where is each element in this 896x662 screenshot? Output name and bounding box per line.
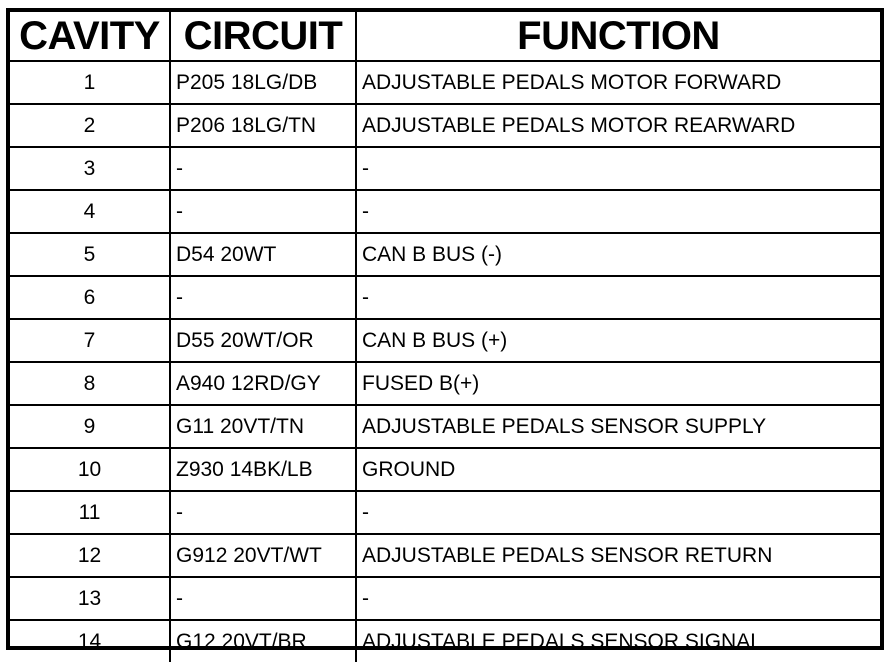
table-row bbox=[10, 319, 880, 362]
circuit-cell: G912 20VT/WT bbox=[170, 534, 356, 577]
cavity-cell: 4 bbox=[10, 190, 170, 233]
cavity-cell: 7 bbox=[10, 319, 170, 362]
circuit-cell: Z930 14BK/LB bbox=[170, 448, 356, 491]
function-cell: CAN B BUS (-) bbox=[356, 233, 880, 276]
circuit-cell: P205 18LG/DB bbox=[170, 61, 356, 104]
cavity-cell: 2 bbox=[10, 104, 170, 147]
table-row bbox=[10, 491, 880, 534]
circuit-cell: - bbox=[170, 491, 356, 534]
cavity-cell: 1 bbox=[10, 61, 170, 104]
cavity-cell: 6 bbox=[10, 276, 170, 319]
function-cell: - bbox=[356, 577, 880, 620]
circuit-cell: G11 20VT/TN bbox=[170, 405, 356, 448]
table-row bbox=[10, 104, 880, 147]
function-cell: ADJUSTABLE PEDALS SENSOR SUPPLY bbox=[356, 405, 880, 448]
table-row bbox=[10, 190, 880, 233]
circuit-cell: P206 18LG/TN bbox=[170, 104, 356, 147]
cavity-cell: 5 bbox=[10, 233, 170, 276]
function-cell: GROUND bbox=[356, 448, 880, 491]
circuit-cell: - bbox=[170, 147, 356, 190]
table-row bbox=[10, 61, 880, 104]
circuit-cell: - bbox=[170, 190, 356, 233]
cavity-cell: 12 bbox=[10, 534, 170, 577]
function-cell: ADJUSTABLE PEDALS MOTOR FORWARD bbox=[356, 61, 880, 104]
function-cell: - bbox=[356, 276, 880, 319]
function-cell: CAN B BUS (+) bbox=[356, 319, 880, 362]
table-row bbox=[10, 448, 880, 491]
function-cell: ADJUSTABLE PEDALS MOTOR REARWARD bbox=[356, 104, 880, 147]
table-row bbox=[10, 405, 880, 448]
table-row bbox=[10, 577, 880, 620]
function-cell: ADJUSTABLE PEDALS SENSOR RETURN bbox=[356, 534, 880, 577]
circuit-cell: D55 20WT/OR bbox=[170, 319, 356, 362]
pinout-table bbox=[10, 12, 880, 662]
function-cell: ADJUSTABLE PEDALS SENSOR SIGNAL bbox=[362, 630, 762, 653]
cavity-cell: 8 bbox=[10, 362, 170, 405]
function-cell: FUSED B(+) bbox=[356, 362, 880, 405]
cavity-cell: 10 bbox=[10, 448, 170, 491]
table-row bbox=[10, 620, 880, 662]
table-row bbox=[10, 147, 880, 190]
cavity-cell: 14 bbox=[10, 620, 170, 662]
cavity-column-header: CAVITY bbox=[10, 12, 170, 61]
function-cell: - bbox=[356, 190, 880, 233]
circuit-cell: - bbox=[170, 276, 356, 319]
circuit-cell: - bbox=[170, 577, 356, 620]
cavity-cell: 13 bbox=[10, 577, 170, 620]
circuit-cell: A940 12RD/GY bbox=[170, 362, 356, 405]
function-column-header: FUNCTION bbox=[356, 12, 880, 61]
circuit-column-header: CIRCUIT bbox=[170, 12, 356, 61]
circuit-cell: G12 20VT/BR bbox=[170, 620, 356, 662]
table-row bbox=[10, 233, 880, 276]
function-cell: - bbox=[356, 491, 880, 534]
circuit-cell: D54 20WT bbox=[170, 233, 356, 276]
header-row bbox=[10, 12, 880, 61]
table-row bbox=[10, 276, 880, 319]
function-cell: - bbox=[356, 147, 880, 190]
table-row bbox=[10, 534, 880, 577]
cavity-cell: 11 bbox=[10, 491, 170, 534]
cavity-cell: 9 bbox=[10, 405, 170, 448]
cavity-cell: 3 bbox=[10, 147, 170, 190]
connector-pinout-table bbox=[6, 8, 884, 653]
table-row bbox=[10, 362, 880, 405]
